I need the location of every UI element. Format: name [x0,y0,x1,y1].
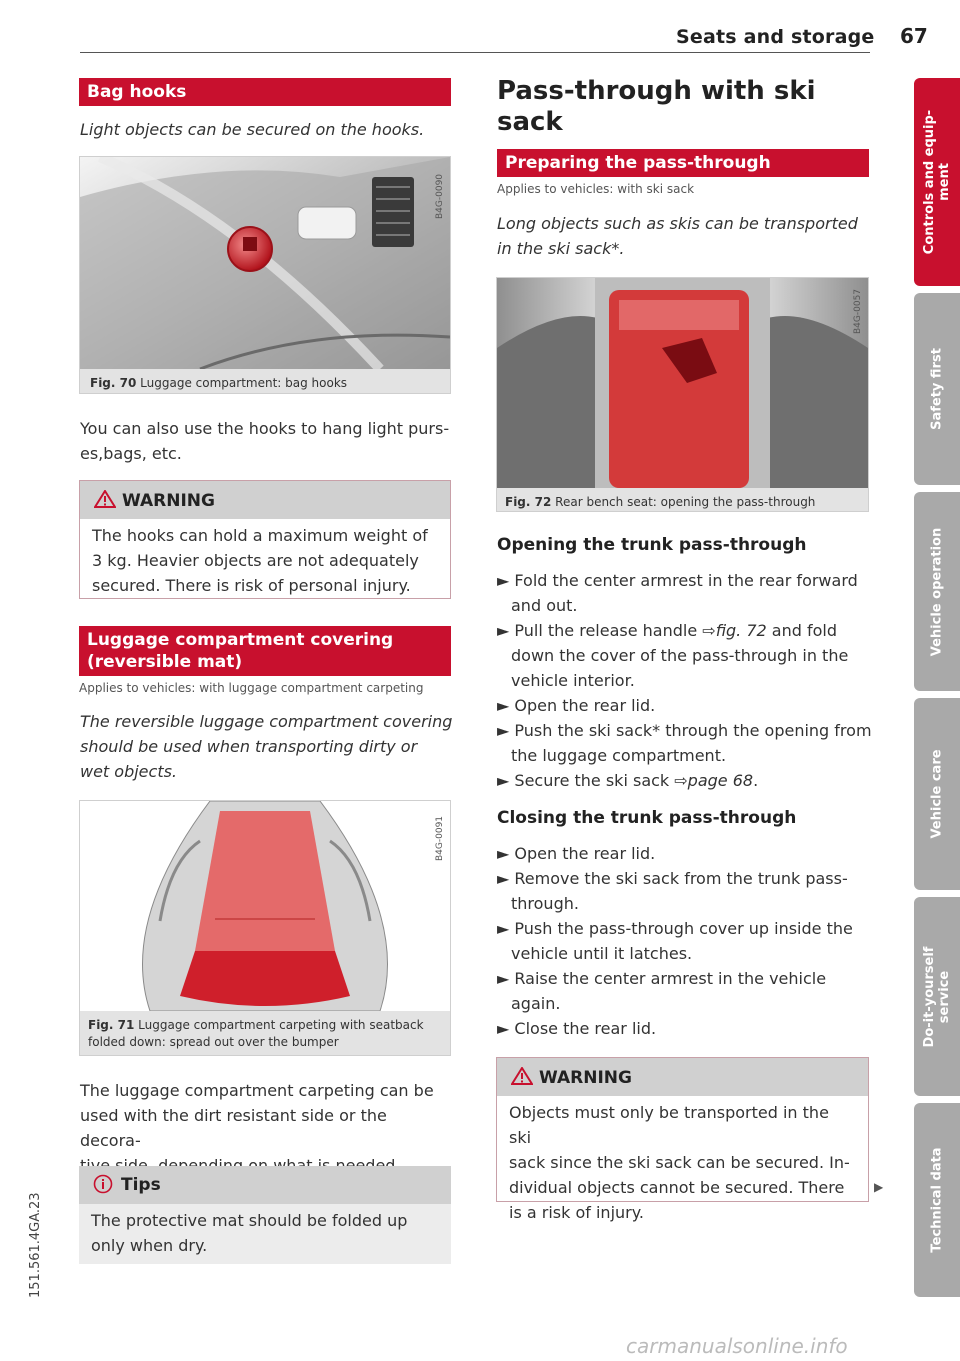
text-line: dividual objects cannot be secured. There [509,1178,845,1197]
text-line: Close the rear lid. [514,1019,657,1038]
bullet-icon: ► [497,919,510,938]
covering-applies: Applies to vehicles: with luggage compartment carpeting [79,681,424,695]
warning-title: WARNING [122,491,215,511]
fig-71-code: B4G-0091 [435,815,445,861]
warning-box-ski-sack [496,1057,869,1222]
tips-box [79,1166,451,1264]
fig-71-caption [88,1017,424,1051]
text-segment: Secure the ski sack [514,771,675,790]
text-line: The protective mat should be folded up [91,1211,408,1230]
list-item [497,618,872,693]
bullet-icon: ► [497,621,510,640]
caption-line: Luggage compartment carpeting with seatback [138,1018,424,1032]
tab-label: Do-it-yourself service [922,946,952,1047]
text-line: vehicle until it latches. [511,944,693,963]
covering-paragraph [80,1078,452,1178]
document-code: 151.561.4GA.23 [28,1192,43,1298]
text-line: You can also use the hooks to hang light purs- [80,419,450,438]
page-number: 67 [900,24,928,48]
text-line: the luggage compartment. [511,746,727,765]
figure-72 [496,277,869,512]
title-line: sack [497,107,563,137]
fig-70-caption-text: Luggage compartment: bag hooks [140,376,348,390]
tab-label: Vehicle care [929,749,945,839]
fig-72-caption-text: Rear bench seat: opening the pass-through [555,495,816,509]
bullet-icon: ► [497,771,510,790]
header-rule [80,52,870,53]
preparing-heading: Preparing the pass-through [497,149,869,177]
text-segment: Pull the release handle [514,621,703,640]
tab-vehicle-operation[interactable] [914,492,960,691]
figure-71 [79,800,451,1056]
text-line: secured. There is risk of personal injury. [92,576,411,595]
warning-triangle-icon [511,1067,533,1085]
title-line: Pass-through with ski [497,76,816,106]
tab-technical-data[interactable] [914,1103,960,1297]
text-line: Push the pass-through cover up inside the [514,919,853,938]
text-line: 3 kg. Heavier objects are not adequately [92,551,419,570]
text-segment: and fold [766,621,838,640]
warning-header [497,1058,868,1096]
list-item [497,866,872,916]
text-line: used with the dirt resistant side or the decora- [80,1106,387,1150]
watermark: carmanualsonline.info [626,1334,848,1358]
covering-intro [80,709,452,784]
tab-label: Vehicle operation [929,527,945,656]
opening-steps [497,568,872,793]
text-line: sack since the ski sack can be secured. In- [509,1153,850,1172]
warning-header [80,481,450,519]
text-line: Remove the ski sack from the trunk pass- [514,869,848,888]
fig-72-label: Fig. 72 [505,495,552,509]
text-line: Push the ski sack* through the opening from [514,721,872,740]
text-line: and out. [511,596,578,615]
text-line: Raise the center armrest in the vehicle [514,969,827,988]
text-line: Open the rear lid. [514,844,656,863]
warning-triangle-icon [94,490,116,508]
pass-through-title [497,76,816,138]
arrow-ref-icon: ⇨ [674,771,688,790]
bag-hooks-paragraph [80,416,452,466]
bullet-icon: ► [497,571,510,590]
list-item [497,718,872,768]
warning-text [80,519,450,604]
text-line: in the ski sack*. [497,239,625,258]
figure-70 [79,156,451,394]
text-line: Long objects such as skis can be transported [497,214,858,233]
text-line: The hooks can hold a maximum weight of [92,526,428,545]
fig-71-label: Fig. 71 [88,1018,135,1032]
tab-controls-and-equipment[interactable] [914,78,960,286]
bullet-icon: ► [497,1019,510,1038]
bag-hooks-intro: Light objects can be secured on the hooks. [80,120,425,139]
closing-steps [497,841,872,1041]
text-line: wet objects. [80,762,178,781]
warning-box-hooks [79,480,451,599]
tips-header [79,1166,451,1204]
arrow-ref-icon: ⇨ [702,621,716,640]
fig-72-caption [505,494,815,511]
bag-hooks-heading: Bag hooks [79,78,451,106]
text-line: The luggage compartment carpeting can be [80,1081,434,1100]
luggage-carpet-illustration [80,801,450,1011]
text-line: down the cover of the pass-through in the [511,646,849,665]
list-item [497,768,872,793]
text-segment: . [753,771,759,790]
text-line: again. [511,994,561,1013]
warning-title: WARNING [539,1068,632,1088]
heading-line: (reversible mat) [87,652,243,672]
list-item [497,693,872,718]
pass-through-illustration [497,278,868,488]
list-item [497,1016,872,1041]
text-line: should be used when transporting dirty or [80,737,418,756]
warning-text [497,1096,868,1231]
tab-do-it-yourself-service[interactable] [914,897,960,1096]
opening-heading: Opening the trunk pass-through [497,535,807,555]
text-line: through. [511,894,579,913]
text-line: Objects must only be transported in the ski [509,1103,829,1147]
bullet-icon: ► [497,869,510,888]
caption-line: folded down: spread out over the bumper [88,1035,339,1049]
header-section-title: Seats and storage [676,26,875,48]
fig-70-label: Fig. 70 [90,376,137,390]
continue-arrow-icon: ▶ [874,1180,884,1194]
bullet-icon: ► [497,969,510,988]
fig-70-code: B4G-0090 [435,173,445,219]
bullet-icon: ► [497,844,510,863]
fig-70-caption [90,375,347,392]
fig-72-reference[interactable]: fig. 72 [715,621,767,640]
list-item [497,841,872,866]
tab-vehicle-care[interactable] [914,698,960,890]
text-line: The reversible luggage compartment covering [80,712,453,731]
tips-text [79,1204,451,1264]
bag-hooks-illustration [80,157,450,369]
preparing-applies: Applies to vehicles: with ski sack [497,182,695,196]
text-line: vehicle interior. [511,671,635,690]
text-line: es,bags, etc. [80,444,182,463]
tab-label: Controls and equip- ment [922,109,952,255]
tab-label: Safety first [929,348,945,430]
text-line: Open the rear lid. [514,696,656,715]
text-line: Fold the center armrest in the rear forward [514,571,858,590]
preparing-intro [497,211,858,261]
text-line: is a risk of injury. [509,1203,644,1222]
bullet-icon: ► [497,696,510,715]
text-line: only when dry. [91,1236,208,1255]
covering-heading [79,626,451,676]
tab-safety-first[interactable] [914,293,960,485]
tab-label: Technical data [929,1147,945,1253]
list-item [497,966,872,1016]
tips-title: Tips [121,1175,161,1195]
list-item [497,568,872,618]
page-68-reference[interactable]: page 68 [687,771,754,790]
closing-heading: Closing the trunk pass-through [497,808,797,828]
bullet-icon: ► [497,721,510,740]
fig-72-code: B4G-0057 [853,288,863,334]
list-item [497,916,872,966]
info-icon [93,1174,113,1194]
heading-line: Luggage compartment covering [87,630,394,650]
